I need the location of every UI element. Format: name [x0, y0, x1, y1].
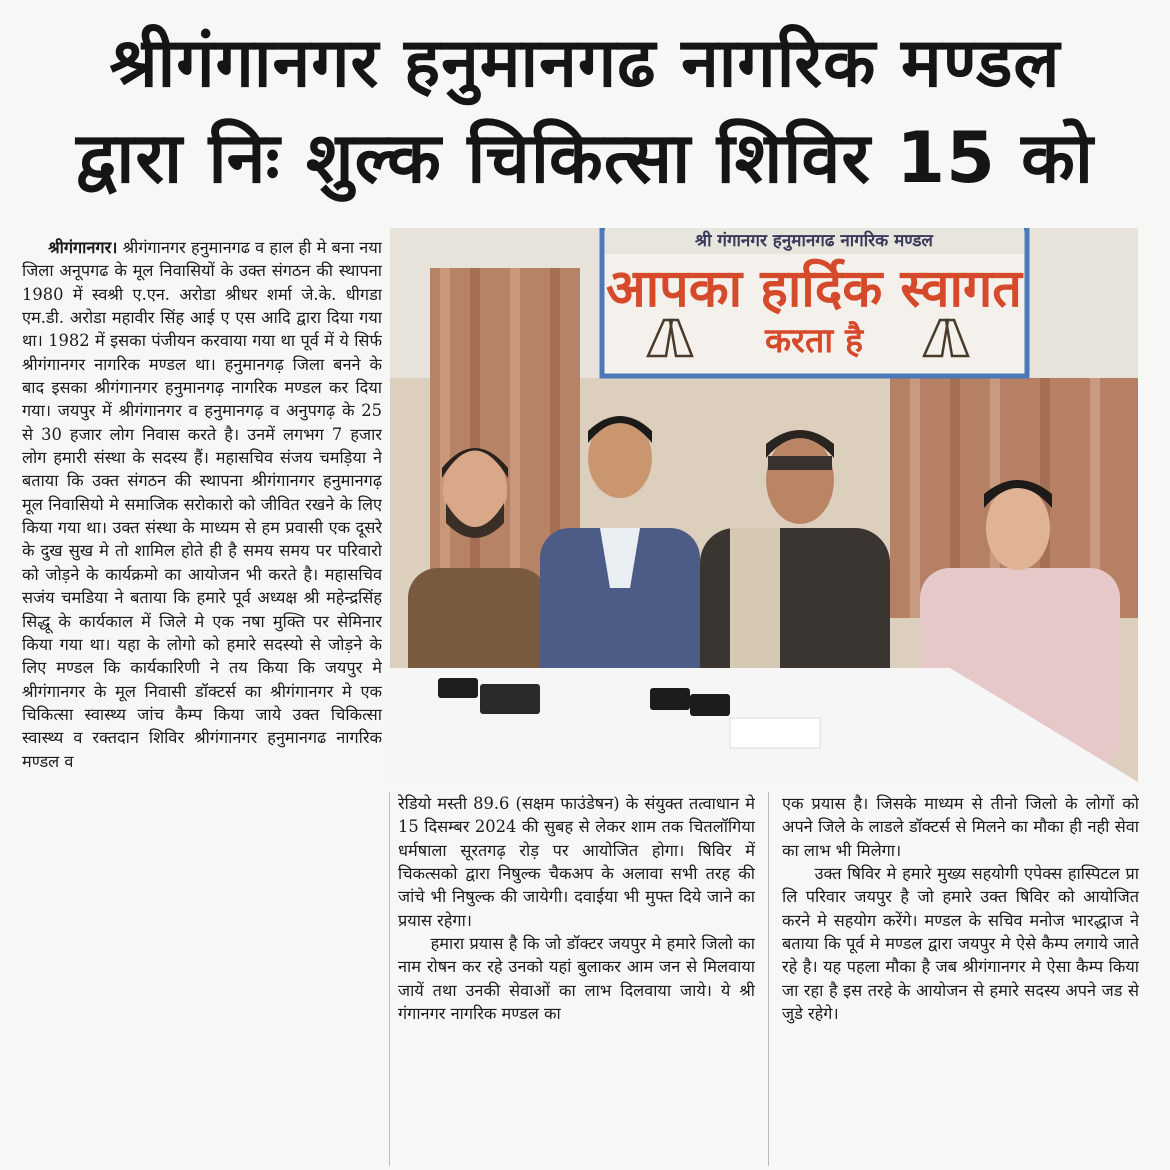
headline-line-1: श्रीगंगानगर हनुमानगढ नागरिक मण्डल	[109, 24, 1061, 103]
article-column-2	[398, 792, 755, 1166]
banner-sub-text: करता है	[764, 321, 864, 361]
article-column-3	[782, 792, 1139, 1166]
article-text: श्रीगंगानगर हनुमानगढ व हाल ही मे बना नया जिला अनूपगढ के मूल निवासियों के उक्त संगठन की स्थापना 1980 में स्वश्री ए.एन. अरोडा श्रीधर शर्मा जे.के. धीगडा एम.डी. अरोडा महावीर सिंह आई ए एस आदि द्वारा दिया गया था। 1982 में इसका पंजीयन करवाया गया था पूर्व में ये सिर्फ श्रीगंगानगर नागरिक मण्डल था। हनुमानगढ़ जिला बनने के बाद इसका श्रीगंगानगर हनुमानगढ़ नागरिक मण्डल कर दिया गया। जयपुर में श्रीगंगानगर व हनुमानगढ़ व अनुपगढ़ के 25 से 30 हजार लोग निवास करते है। उनमें लगभग 7 हजार लोग हमारी संस्था के सदस्य हैं। महासचिव संजय चमड़िया ने बताया कि उक्त संगठन की स्थापना श्रीगंगानगर हनुमानगढ़ मूल निवासियो मे समाजिक सरोकारो को जीवित रखने के लिए किया गया था। उक्त संस्था के माध्यम से हम प्रवासी एक दूसरे के दुख सुख मे तो शामिल होते ही है समय समय पर परिवारो को जोड़ने के कार्यक्रमो का आयोजन भी करते है। महासचिव सजंय चमडिया ने बताया कि हमारे पूर्व अध्यक्ष श्री महेन्द्रसिंह सिद्धू के कार्यकाल में जिले मे एक नषा मुक्ति पर सेमिनार किया गया था। यहा के लोगो को हमारे सदस्यो से जोड़ने के लिए मण्डल कि कार्यकारिणी ने तय किया कि जयपुर मे श्रीगंगानगर के मूल निवासी डॉक्टर्स का श्रीगंगानगर मे एक चिकित्सा स्वास्थ्य जांच कैम्प किया जाये उक्त चिकित्सा स्वास्थ्य व रक्तदान शिविर श्रीगंगानगर हनुमानगढ नागरिक मण्डल व	[22, 238, 382, 771]
headline-line-2: द्वारा निः शुल्क चिकित्सा शिविर 15 को	[75, 117, 1095, 199]
article-paragraph: हमारा प्रयास है कि जो डॉक्टर जयपुर मे हमारे जिलो का नाम रोषन कर रहे उनको यहां बुलाकर आम जन से मिलवाया जायें तथा उनकी सेवाओं का लाभ दिलवाया जाये। ये श्री गंगानगर नागरिक मण्डल का	[398, 934, 755, 1024]
column-divider	[768, 792, 769, 1166]
banner-main-text: आपका हार्दिक स्वागत	[606, 259, 1022, 319]
article-column-1	[22, 236, 382, 1166]
headline	[0, 18, 1170, 206]
press-conference-photo	[390, 228, 1138, 782]
article-paragraph: उक्त षिविर मे हमारे मुख्य सहयोगी एपेक्स हास्पिटल प्रा लि परिवार जयपुर है जो हमारे उक्त षिविर को आयोजित करने मे सहयोग करेंगे। मण्डल के सचिव मनोज भारद्धाज ने बताया कि पूर्व मे मण्डल द्वारा जयपुर मे ऐसे कैम्प लगाये जाते रहे है। यह पहला मौका है जब श्रीगंगानगर मे ऐसा कैम्प किया जा रहा है इस तरहे के आयोजन से हमारे सदस्य अपने जड से जुडे रहेगे।	[782, 864, 1139, 1024]
banner-top-text: श्री गंगानगर हनुमानगढ नागरिक मण्डल	[695, 231, 933, 251]
article-paragraph: एक प्रयास है। जिसके माध्यम से तीनो जिलो के लोगों को अपने जिले के लाडले डॉक्टर्स से मिलने का मौका ही नही सेवा का लाभ भी मिलेगा।	[782, 794, 1139, 860]
dateline: श्रीगंगानगर।	[48, 238, 118, 257]
article-paragraph	[22, 236, 382, 773]
article-paragraph: रेडियो मस्ती 89.6 (सक्षम फाउंडेषन) के संयुक्त तत्वाधान मे 15 दिसम्बर 2024 की सुबह से लेकर शाम तक चितलॉगिया धर्मषाला सूरतगढ़ रोड़ पर आयोजित होगा। षिविर में चिकत्सको द्वारा निषुल्क चैकअप के अलावा सभी तरह की जांचे भी निषुल्क की जायेगी। दवाईया भी मुफ्त दिये जाने का प्रयास रहेगा।	[398, 794, 755, 930]
column-divider	[389, 792, 390, 1166]
